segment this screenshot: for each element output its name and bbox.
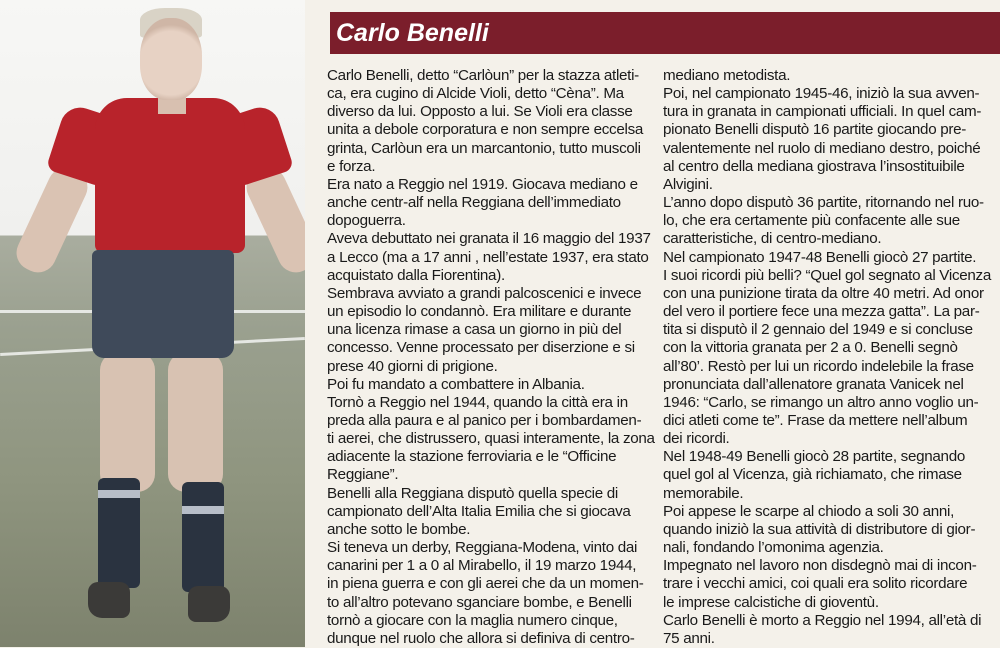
text-line: tura in granata in campionati ufficiali. In quel cam- xyxy=(663,103,982,121)
text-line: Si teneva un derby, Reggiana-Modena, vinto dai xyxy=(327,539,638,557)
text-line: preda alla paura e al panico per i bombardamen- xyxy=(327,411,642,429)
text-line: tornò a giocare con la maglia numero cinque, xyxy=(327,611,618,629)
text-line: Era nato a Reggio nel 1919. Giocava mediano e xyxy=(327,175,638,193)
text-line: caratteristiche, di centro-mediano. xyxy=(663,230,882,248)
text-line: con una punizione tirata da oltre 40 metri. Ad onor xyxy=(663,284,984,302)
player-shirt xyxy=(95,98,245,253)
text-line: Benelli alla Reggiana disputò quella specie di xyxy=(327,484,619,502)
text-line: quando iniziò la sua attività di distributore di gior- xyxy=(663,520,976,538)
text-line: pronunciata dall’allenatore granata Vanicek nel xyxy=(663,375,964,393)
text-line: campionato dell’Alta Italia Emilia che si giocava xyxy=(327,502,631,520)
text-line: prese 40 giorni di prigione. xyxy=(327,357,498,375)
text-line: Poi fu mandato a combattere in Albania. xyxy=(327,375,585,393)
text-line: in piena guerra e con gli aerei che da un momen- xyxy=(327,575,644,593)
text-line: dunque nel ruolo che allora si definiva di centro- xyxy=(327,629,635,647)
text-line: I suoi ricordi più belli? “Quel gol segnato al Vicenza xyxy=(663,266,991,284)
text-line: una licenza rimase a casa un giorno in più del xyxy=(327,321,622,339)
text-line: ti aerei, che distrussero, quasi interamente, la zona xyxy=(327,430,655,448)
text-line: al centro della mediana giostrava l’insostituibile xyxy=(663,157,965,175)
text-line: valentemente nel ruolo di mediano destro, poiché xyxy=(663,139,981,157)
text-line: anche centr-alf nella Reggiana dell’immediato xyxy=(327,194,621,212)
text-line: tita si disputò il 2 gennaio del 1949 e si concluse xyxy=(663,321,973,339)
text-line: 75 anni. xyxy=(663,629,715,647)
text-line: adiacente la stazione ferroviaria e le “Officine xyxy=(327,448,617,466)
text-line: lo, che era certamente più confacente alle sue xyxy=(663,212,960,230)
text-line: Carlo Benelli è morto a Reggio nel 1994, all’età di xyxy=(663,611,982,629)
text-line: 1946: “Carlo, se rimango un altro anno voglio un- xyxy=(663,393,979,411)
text-line: memorabile. xyxy=(663,484,744,502)
text-column-1 xyxy=(327,67,655,648)
text-line: pionato Benelli disputò 16 partite giocando pre- xyxy=(663,121,967,139)
text-line: dei ricordi. xyxy=(663,430,730,448)
player-boot xyxy=(188,586,230,622)
text-line: acquistato dalla Fiorentina). xyxy=(327,266,505,284)
text-line: to all’altro potevano sganciare bombe, e Benelli xyxy=(327,593,632,611)
text-line: Reggiane”. xyxy=(327,466,399,484)
text-line: trare i vecchi amici, coi quali era solito ricordare xyxy=(663,575,968,593)
text-line: L’anno dopo disputò 36 partite, ritornando nel ruo- xyxy=(663,194,984,212)
player-leg xyxy=(100,352,155,492)
text-line: Impegnato nel lavoro non disdegnò mai di incon- xyxy=(663,557,977,575)
text-line: del vero il portiere fece una mezza gatta”. La par- xyxy=(663,303,980,321)
player-boot xyxy=(88,582,130,618)
text-line: all’80’. Restò per lui un ricordo indelebile la frase xyxy=(663,357,974,375)
player-photo xyxy=(0,0,305,647)
text-line: Sembrava avviato a grandi palcoscenici e invece xyxy=(327,284,642,302)
text-line: Carlo Benelli, detto “Carlòun” per la stazza atleti- xyxy=(327,67,639,84)
text-line: nali, fondando l’omonima agenzia. xyxy=(663,539,884,557)
player-head xyxy=(140,18,202,100)
text-line: Nel campionato 1947-48 Benelli giocò 27 partite. xyxy=(663,248,977,266)
text-line: mediano metodista. xyxy=(663,67,791,84)
text-line: Aveva debuttato nei granata il 16 maggio del 1937 xyxy=(327,230,651,248)
text-line: con la vittoria granata per 2 a 0. Benelli segnò xyxy=(663,339,958,357)
text-line: dici atleti come te”. Frase da mettere nell’album xyxy=(663,411,968,429)
text-line: Tornò a Reggio nel 1944, quando la città era in xyxy=(327,393,628,411)
text-line: diverso da lui. Opposto a lui. Se Violi era classe xyxy=(327,103,633,121)
text-line: concesso. Venne processato per diserzione e si xyxy=(327,339,635,357)
text-line: Alvigini. xyxy=(663,175,713,193)
sock-band xyxy=(182,506,224,514)
text-line: Nel 1948-49 Benelli giocò 28 partite, segnando xyxy=(663,448,965,466)
text-line: ca, era cugino di Alcide Violi, detto “Cèna”. Ma xyxy=(327,85,624,103)
player-sock xyxy=(182,482,224,592)
text-line: anche sotto le bombe. xyxy=(327,520,471,538)
text-line: Poi, nel campionato 1945-46, iniziò la sua avven- xyxy=(663,85,980,103)
text-line: quel gol al Vicenza, già richiamato, che rimase xyxy=(663,466,962,484)
text-line: un episodio lo condannò. Era militare e durante xyxy=(327,303,632,321)
page-title: Carlo Benelli xyxy=(336,19,489,47)
text-column-2 xyxy=(663,67,991,648)
text-line: dopoguerra. xyxy=(327,212,406,230)
text-line: canarini per 1 a 0 al Mirabello, il 19 marzo 1944, xyxy=(327,557,637,575)
text-line: le imprese calcistiche di gioventù. xyxy=(663,593,879,611)
player-leg xyxy=(168,352,223,492)
text-line: unita a debole corporatura e non sempre eccelsa xyxy=(327,121,644,139)
player-shorts xyxy=(92,250,234,358)
text-line: e forza. xyxy=(327,157,376,175)
text-line: Poi appese le scarpe al chiodo a soli 30 anni, xyxy=(663,502,954,520)
sock-band xyxy=(98,490,140,498)
text-line: grinta, Carlòun era un marcantonio, tutto muscoli xyxy=(327,139,641,157)
text-line: a Lecco (ma a 17 anni , nell’estate 1937, era stato xyxy=(327,248,649,266)
title-bar xyxy=(330,12,1000,54)
